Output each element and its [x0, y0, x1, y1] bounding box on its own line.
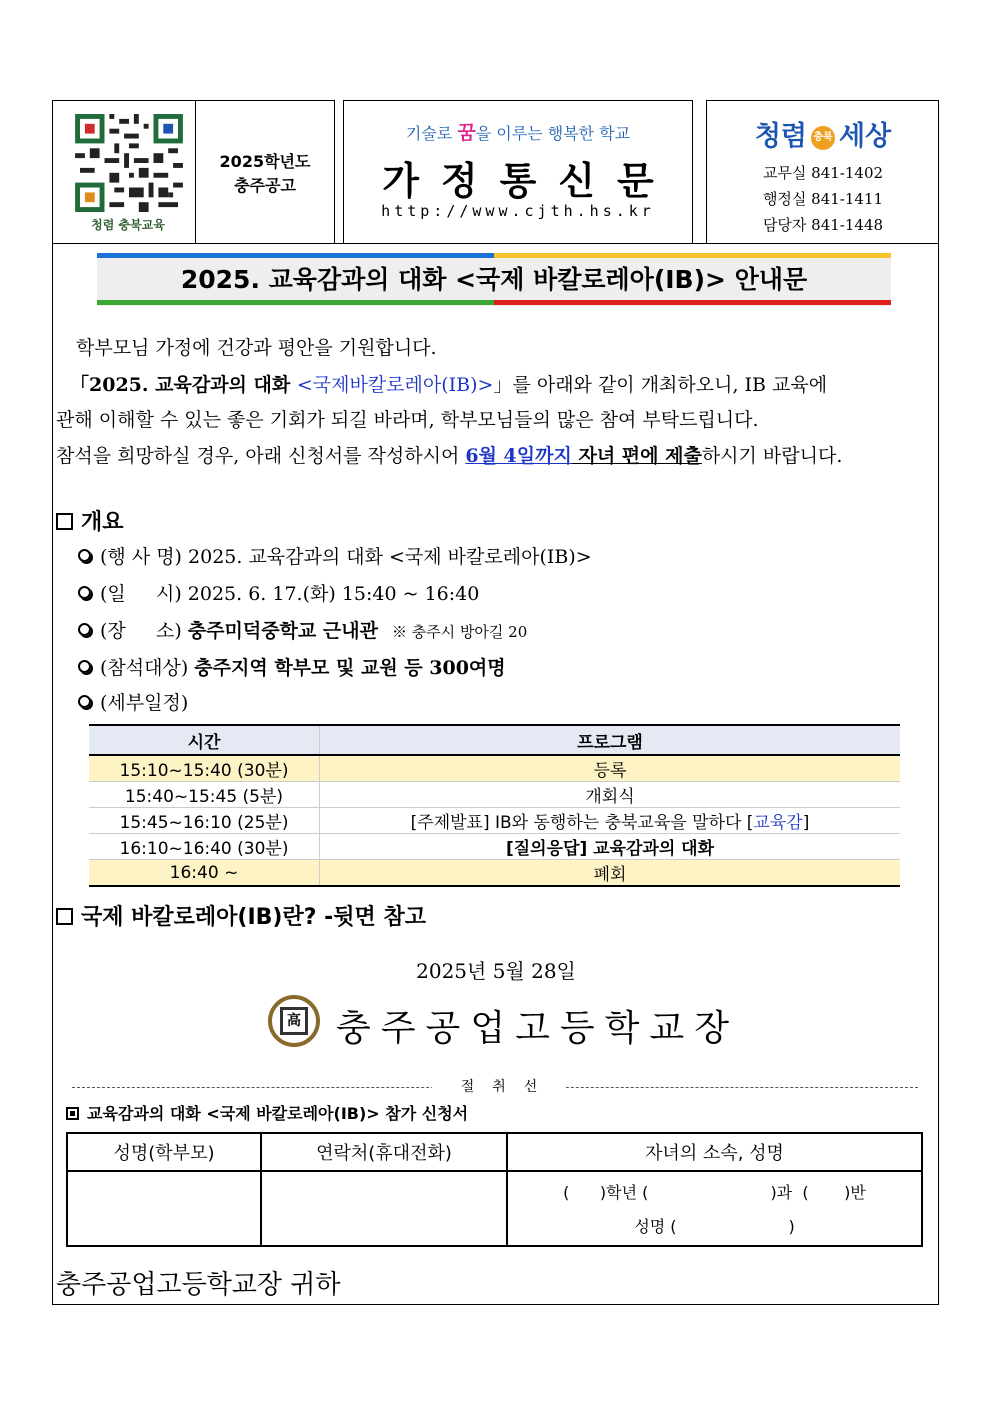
intro-line-2: 관해 이해할 수 있는 좋은 기회가 되길 바라며, 학부모님들의 많은 참여 부탁드립니다.: [56, 409, 759, 431]
checkbox-square-icon: [56, 513, 73, 530]
newsletter-title: 가정통신문: [382, 159, 676, 203]
brand-mid: 충북: [811, 126, 835, 150]
overview-item-event: [78, 542, 592, 569]
form-header-phone: 연락처(휴대전화): [261, 1133, 507, 1171]
overview-item-attendees: [78, 653, 506, 680]
brand-left: 청렴: [754, 121, 807, 152]
program-speaker: 교육감: [753, 813, 803, 833]
issue-date: 2025년 5월 28일: [416, 959, 576, 983]
banner-bar-red: [494, 300, 891, 305]
addressee-line: 충주공업고등학교장 귀하: [56, 1270, 341, 1300]
bullet-circle-icon: [78, 660, 91, 673]
form-input-row: [67, 1171, 922, 1246]
item-label: (장 소): [100, 620, 182, 642]
school-url-link[interactable]: http://www.cjth.hs.kr: [381, 202, 655, 220]
item-value: 충주지역 학부모 및 교원 등 300여명: [194, 657, 506, 679]
table-row: [89, 782, 900, 808]
filled-square-icon: [66, 1107, 79, 1120]
phone-office: 교무실 841-1402: [762, 164, 884, 182]
banner-title: 2025. 교육감과의 대화 <국제 바칼로레아(IB)> 안내문: [180, 265, 808, 294]
application-form-table: [66, 1132, 923, 1247]
item-value: 2025. 6. 17.(화) 15:40 ~ 16:40: [187, 583, 480, 605]
col-header-program: 프로그램: [320, 725, 901, 755]
venue-address-note: ※ 충주시 방아길 20: [391, 623, 528, 641]
cut-line-label: 절취선: [432, 1076, 566, 1096]
cell-program: 개회식: [320, 782, 901, 808]
child-class-line: ( )학년 ( )과 ( )반: [563, 1183, 866, 1202]
ib-section-text: 국제 바칼로레아(IB)란? -뒷면 참고: [81, 905, 426, 930]
program-text: [주제발표] IB와 동행하는 충북교육을 말하다 [: [410, 813, 754, 833]
overview-item-venue: [78, 616, 527, 643]
deadline-pre: 참석을 희망하실 경우, 아래 신청서를 작성하시어: [56, 445, 466, 467]
table-row: [89, 860, 900, 887]
form-header-parent-name: 성명(학부모): [67, 1133, 261, 1171]
deadline-method: 자녀 편에 제출: [571, 445, 702, 467]
program-end: ]: [802, 813, 810, 833]
phone-admin: 행정실 841-1411: [762, 190, 884, 208]
banner-bar-blue: [97, 253, 494, 258]
schedule-header-row: [89, 725, 900, 755]
school-short-name: 충주공고: [234, 176, 296, 195]
cell-time: 15:40~15:45 (5분): [89, 782, 320, 808]
cell-program: 등록: [320, 755, 901, 782]
table-row: [89, 808, 900, 834]
qr-caption: 청렴 충북교육: [91, 218, 165, 232]
item-label: (참석대상): [100, 657, 189, 679]
cell-program: [질의응답] 교육감과의 대화: [320, 834, 901, 860]
principal-signature: 충주공업고등학교장: [336, 1008, 739, 1049]
integrity-brand-logo: [708, 114, 938, 153]
slogan-highlight: 꿈: [457, 122, 476, 144]
deadline-date: 6월 4일까지: [465, 445, 572, 467]
table-row: [89, 834, 900, 860]
deadline-post: 하시기 바랍니다.: [701, 445, 843, 467]
school-year-label: [196, 150, 334, 198]
form-title-text: 교육감과의 대화 <국제 바칼로레아(IB)> 참가 신청서: [87, 1104, 469, 1123]
form-header-row: [67, 1133, 922, 1171]
checkbox-square-icon: [56, 908, 73, 925]
item-value: 충주미덕중학교 근내관: [187, 620, 378, 642]
intro-line-3: [56, 441, 842, 468]
overview-heading: [56, 505, 124, 536]
cell-program: 폐회: [320, 860, 901, 887]
bullet-circle-icon: [78, 586, 91, 599]
school-seal-icon: [268, 995, 320, 1047]
banner-bar-green: [97, 300, 494, 305]
schedule-table: [89, 724, 900, 887]
cell-time: 15:45~16:10 (25분): [89, 808, 320, 834]
overview-item-schedule: [78, 688, 188, 715]
bullet-circle-icon: [78, 623, 91, 636]
school-slogan: [344, 118, 692, 145]
cell-program: [320, 808, 901, 834]
ib-section-heading: [56, 900, 426, 931]
phone-contact-person: 담당자 841-1448: [762, 216, 884, 234]
form-header-child-info: 자녀의 소속, 성명: [507, 1133, 922, 1171]
table-row: [89, 755, 900, 782]
cell-time: 16:40 ~: [89, 860, 320, 887]
cell-time: 15:10~15:40 (30분): [89, 755, 320, 782]
parent-name-field[interactable]: [67, 1171, 261, 1246]
overview-heading-text: 개요: [81, 510, 124, 535]
bullet-circle-icon: [78, 549, 91, 562]
phone-field[interactable]: [261, 1171, 507, 1246]
bullet-circle-icon: [78, 695, 91, 708]
seal-character: 高: [280, 1007, 308, 1035]
contact-phones: [708, 160, 938, 238]
greeting-text: 학부모님 가정에 건강과 평안을 기원합니다.: [76, 337, 437, 359]
banner-bar-yellow: [494, 253, 891, 258]
slogan-post: 을 이루는 행복한 학교: [475, 124, 631, 143]
overview-item-datetime: [78, 579, 479, 606]
cell-time: 16:10~16:40 (30분): [89, 834, 320, 860]
item-label: (행 사 명): [100, 546, 182, 568]
intro-open: 「2025. 교육감과의 대화: [70, 374, 297, 396]
child-info-field[interactable]: [507, 1171, 922, 1246]
item-label: (세부일정): [100, 692, 189, 714]
intro-line-1: [70, 370, 827, 397]
intro-event-name: <국제바칼로레아(IB)>: [296, 374, 494, 396]
year-text: 2025학년도: [219, 152, 311, 171]
intro-rest: 」를 아래와 같이 개최하오니, IB 교육에: [493, 374, 828, 396]
qr-code-image[interactable]: [74, 114, 184, 212]
col-header-time: 시간: [89, 725, 320, 755]
item-label: (일 시): [100, 583, 182, 605]
application-form-title: [66, 1101, 468, 1124]
item-value: 2025. 교육감과의 대화 <국제 바칼로레아(IB)>: [188, 546, 592, 568]
child-name-line: 성명 ( ): [634, 1217, 795, 1236]
slogan-pre: 기술로: [405, 124, 458, 143]
brand-right: 세상: [839, 121, 892, 152]
